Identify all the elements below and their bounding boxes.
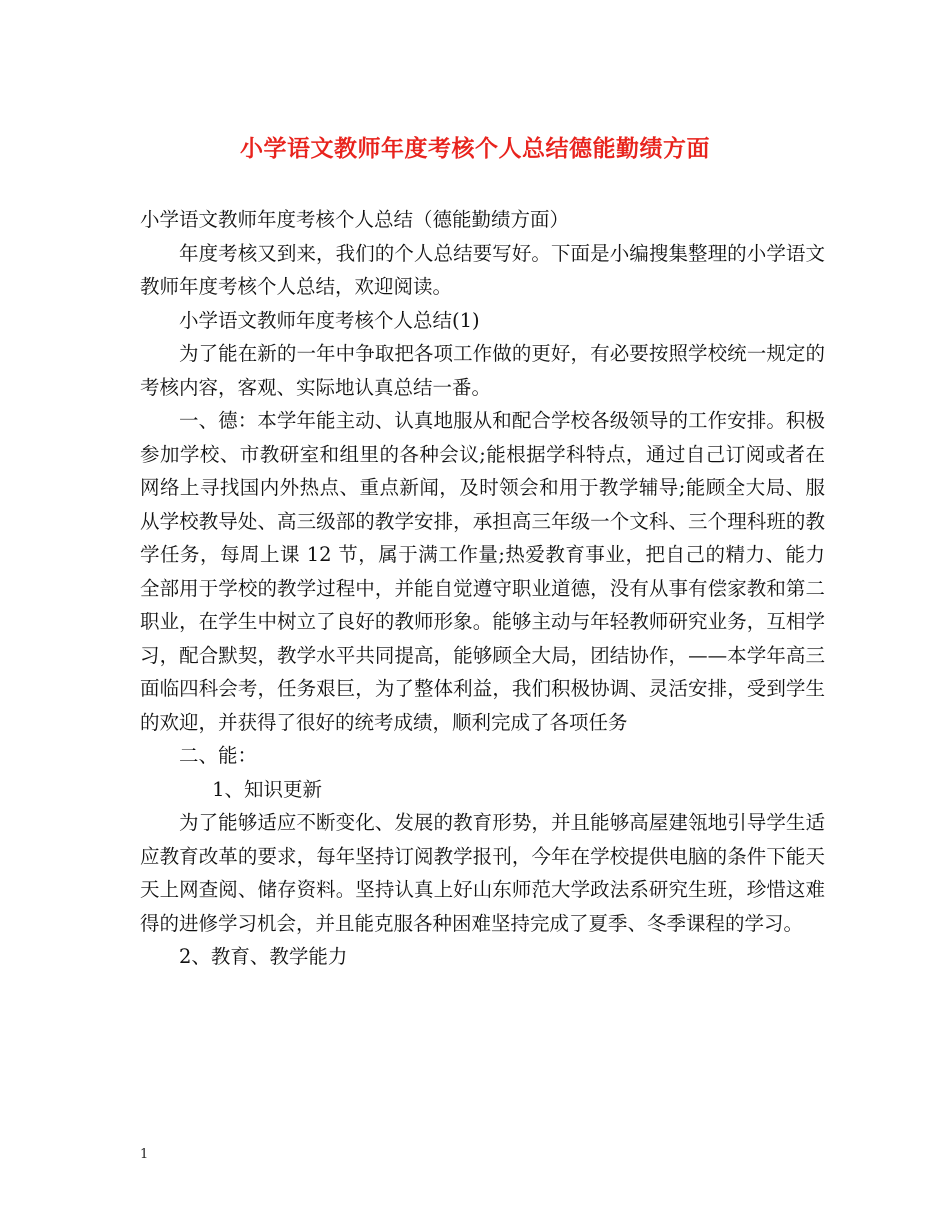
document-body <box>140 203 825 974</box>
ability-heading: 二、能： <box>179 744 258 767</box>
subtitle-paragraph: 小学语文教师年度考核个人总结（德能勤绩方面） <box>140 208 570 231</box>
purpose-paragraph: 为了能在新的一年中争取把各项工作做的更好，有必要按照学校统一规定的考核内容，客观、实际地认真总结一番。 <box>140 342 825 399</box>
page-number: 1 <box>140 1147 149 1162</box>
morality-paragraph: 一、德：本学年能主动、认真地服从和配合学校各级领导的工作安排。积极参加学校、市教研室和组里的各种会议;能根据学科特点，通过自己订阅或者在网络上寻找国内外热点、重点新闻，及时领会和用于教学辅导;能顾全大局、服从学校教导处、高三级部的教学安排，承担高三年级一个文科、三个理科班的教学任务，每周上课 12 节，属于满工作量;热爱教育事业，把自己的精力、能力全部用于学校的教学过程中，并能自觉遵守职业道德，没有从事有偿家教和第二职业，在学生中树立了良好的教师形象。能够主动与年轻教师研究业务，互相学习，配合默契，教学水平共同提高，能够顾全大局，团结协作，——本学年高三面临四科会考，任务艰巨，为了整体利益，我们积极协调、灵活安排，受到学生的欢迎，并获得了很好的统考成绩，顺利完成了各项任务 <box>140 409 825 734</box>
document-title: 小学语文教师年度考核个人总结德能勤绩方面 <box>240 135 710 162</box>
intro-paragraph: 年度考核又到来，我们的个人总结要写好。下面是小编搜集整理的小学语文教师年度考核个人总结，欢迎阅读。 <box>140 241 825 298</box>
knowledge-update-paragraph: 为了能够适应不断变化、发展的教育形势，并且能够高屋建瓴地引导学生适应教育改革的要求，每年坚持订阅教学报刊，今年在学校提供电脑的条件下能天天上网查阅、储存资料。坚持认真上好山东师范大学政法系研究生班，珍惜这难得的进修学习机会，并且能克服各种困难坚持完成了夏季、冬季课程的学习。 <box>140 811 825 935</box>
knowledge-update-heading: 1、知识更新 <box>212 777 323 801</box>
teaching-ability-heading: 2、教育、教学能力 <box>179 945 348 968</box>
section-heading: 小学语文教师年度考核个人总结(1) <box>179 308 480 332</box>
